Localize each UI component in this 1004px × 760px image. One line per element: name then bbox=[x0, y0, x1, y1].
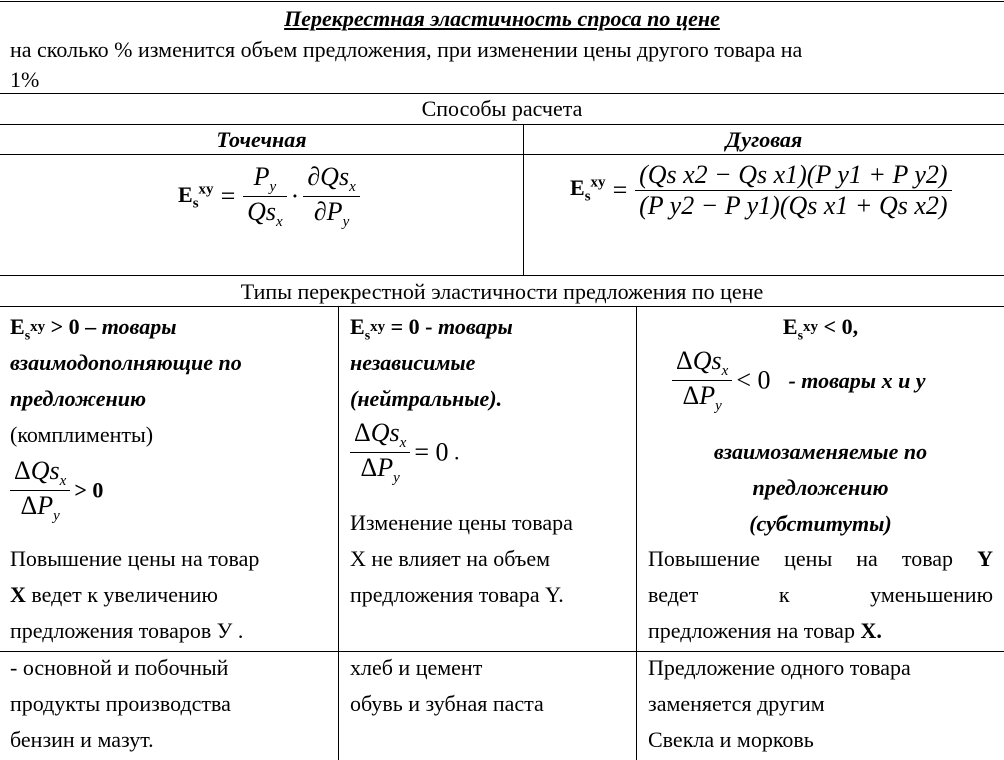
col3-fraction: $\frac{\Delta Qs_x}{\Delta P_y}$ < 0 - товары x и y bbox=[672, 346, 926, 415]
col3-desc-line: Повышение цены на товар Y bbox=[648, 546, 994, 571]
col1-example: - основной и побочный bbox=[10, 655, 229, 680]
col2-condition: $E_s^{xy} = 0$ - товары bbox=[350, 314, 513, 344]
col1-desc-line: предложения товаров У . bbox=[10, 618, 244, 643]
col2-fraction: $\frac{\Delta Qs_x}{\Delta P_y}$ = 0 . bbox=[350, 418, 459, 487]
col3-label-line: (субституты) bbox=[749, 511, 892, 536]
point-header: Точечная bbox=[216, 127, 307, 152]
es-sup: xy bbox=[590, 175, 606, 192]
arc-numerator: (Qs x2 − Qs x1)(P y1 + P y2) bbox=[635, 160, 952, 191]
grid-line bbox=[0, 124, 1004, 125]
point-num1: P bbox=[253, 162, 270, 191]
grid-line bbox=[0, 275, 1004, 276]
es-sub: s bbox=[192, 195, 199, 212]
col1-paren: (комплименты) bbox=[10, 422, 154, 447]
grid-line bbox=[0, 1, 1004, 2]
arc-denominator: (P y2 − P y1)(Qs x1 + Qs x2) bbox=[639, 191, 948, 220]
col1-example: продукты производства bbox=[10, 691, 231, 716]
point-num2: ∂Qs bbox=[307, 162, 350, 191]
point-den2: ∂P bbox=[313, 197, 343, 227]
definition-line-1: на сколько % изменится объем предложения, при изменении цены другого товара на bbox=[10, 37, 803, 62]
es-label: E bbox=[570, 175, 585, 201]
point-den1-sub: x bbox=[275, 214, 283, 231]
arc-header: Дуговая bbox=[725, 127, 803, 152]
col2-desc-line: X не влияет на объем bbox=[350, 546, 551, 571]
es-sup: xy bbox=[198, 181, 214, 198]
col1-fraction: $\frac{\Delta Qs_x}{\Delta P_y}$ > 0 bbox=[10, 456, 103, 525]
point-den2-sub: y bbox=[342, 214, 350, 231]
es-label: E bbox=[178, 181, 193, 207]
es-sub: s bbox=[584, 188, 591, 205]
col3-label-line: предложению bbox=[752, 475, 889, 500]
col2-label-line: независимые bbox=[350, 350, 476, 375]
col2-label-line: (нейтральные). bbox=[350, 386, 503, 411]
col1-desc-line: Повышение цены на товар bbox=[10, 546, 260, 571]
point-formula: $E_s^{xy}$ = $\frac{P_y}{Qs_x}$ · $\frac{\partial Qs_x}{\partial P_y}$ bbox=[178, 162, 360, 231]
col3-example: Предложение одного товара bbox=[648, 655, 911, 680]
col3-desc-line: предложения на товар X. bbox=[648, 618, 882, 643]
arc-formula: $E_s^{xy}$ = $\frac{\text{(Qs x2 − Qs x1)(P y1 + P y2)}}{\text{(P y2 − P y1)(Qs x1 + Qs x2)}}$ bbox=[570, 160, 952, 221]
col1-example: бензин и мазут. bbox=[10, 727, 154, 752]
col2-example: хлеб и цемент bbox=[350, 655, 483, 680]
grid-line bbox=[0, 306, 1004, 307]
grid-line bbox=[0, 154, 1004, 155]
point-num2-sub: x bbox=[349, 179, 356, 196]
grid-line bbox=[0, 93, 1004, 94]
page-title: Перекрестная эластичность спроса по цене bbox=[284, 6, 720, 31]
types-header: Типы перекрестной эластичности предложения по цене bbox=[240, 279, 764, 304]
col3-example: Свекла и морковь bbox=[648, 727, 814, 752]
col1-label-line: взаимодополняющие по bbox=[10, 350, 242, 375]
col3-example: заменяется другим bbox=[648, 691, 825, 716]
point-num1-sub: y bbox=[269, 179, 277, 196]
col3-label-line: взаимозаменяемые по bbox=[713, 439, 928, 464]
col3-desc-line: ведет к уменьшению bbox=[648, 582, 993, 607]
point-den1: Qs bbox=[247, 197, 276, 227]
col1-condition: $E_s^{xy} > 0$ – товары bbox=[10, 314, 177, 344]
grid-line bbox=[338, 306, 339, 760]
col1-label-line: предложению bbox=[10, 386, 147, 411]
definition-line-2: 1% bbox=[10, 67, 40, 92]
col2-desc-line: предложения товара Y. bbox=[350, 582, 564, 607]
col2-desc-line: Изменение цены товара bbox=[350, 510, 573, 535]
methods-header: Способы расчета bbox=[421, 96, 583, 121]
col3-condition: $E_s^{xy} < 0$, bbox=[782, 314, 859, 344]
col1-desc-line: X ведет к увеличению bbox=[10, 582, 218, 607]
col2-example: обувь и зубная паста bbox=[350, 691, 544, 716]
